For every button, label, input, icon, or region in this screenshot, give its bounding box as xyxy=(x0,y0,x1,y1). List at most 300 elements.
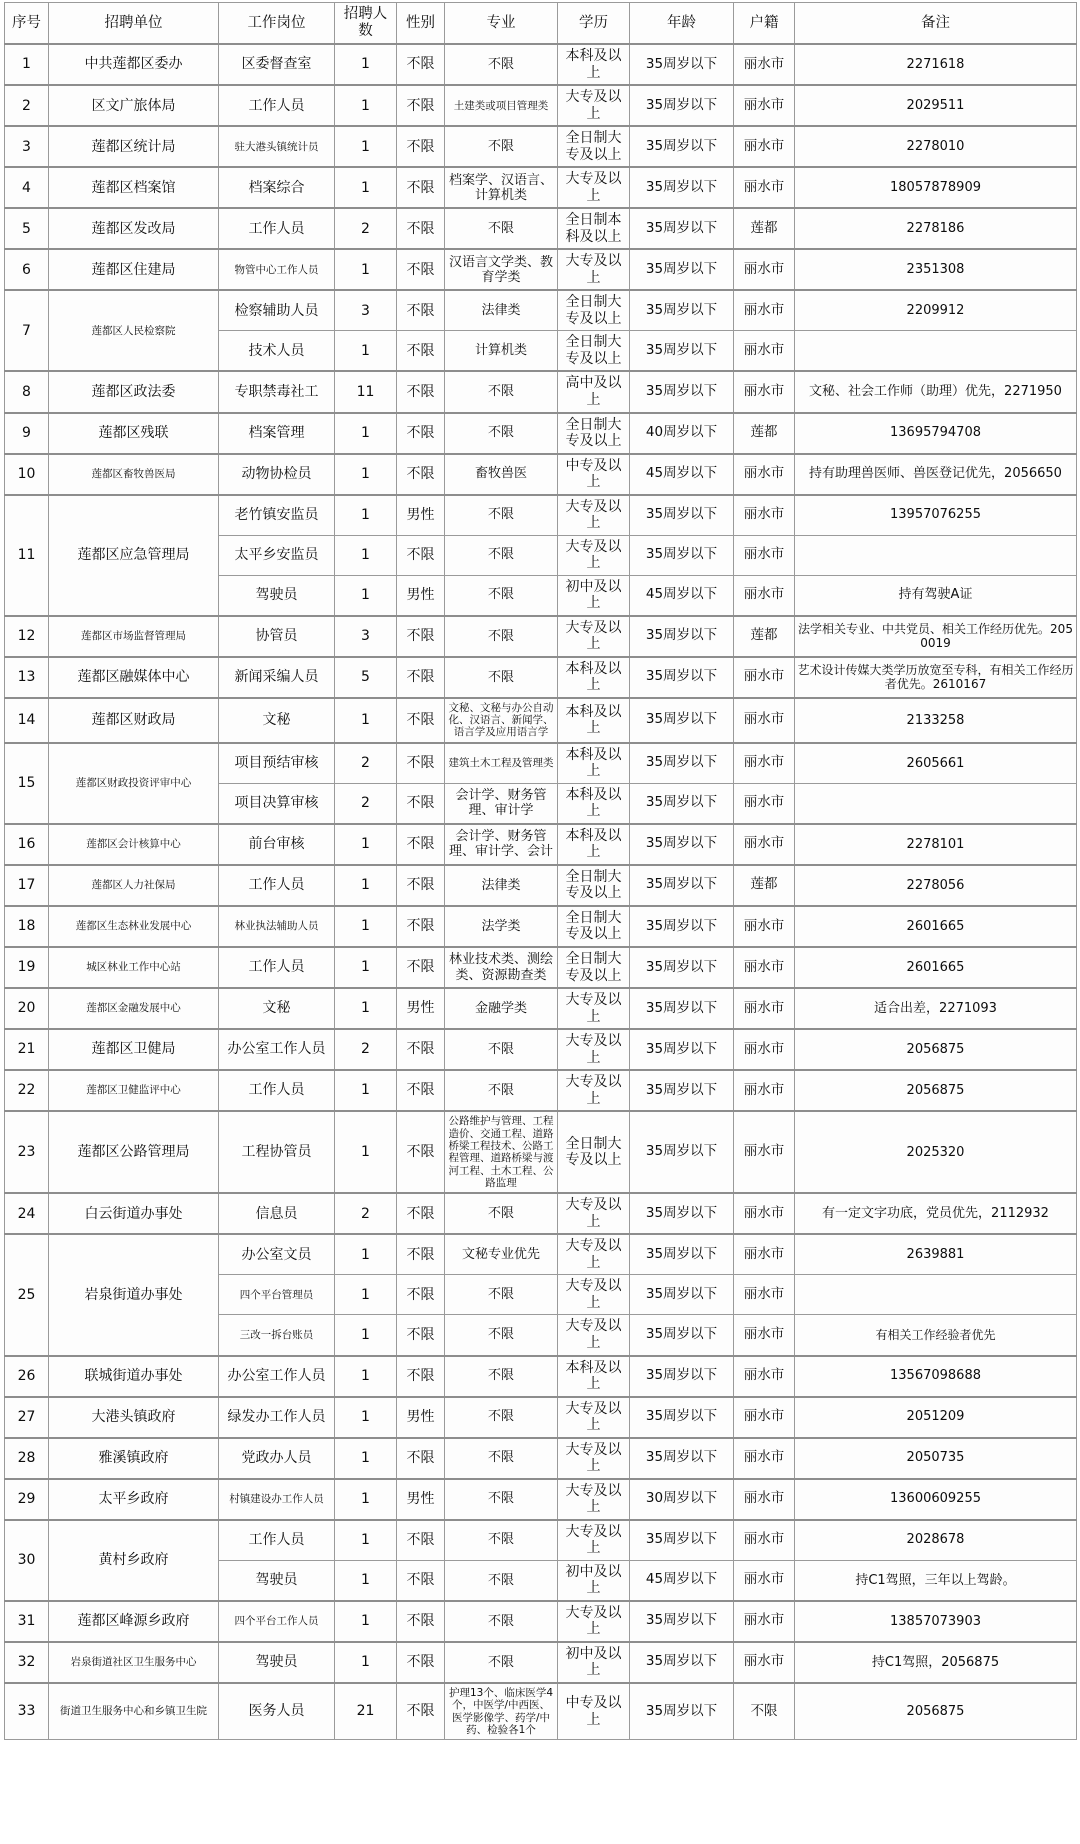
residence-requirement: 莲都 xyxy=(734,208,795,249)
row-seq-number: 22 xyxy=(5,1070,49,1111)
table-header xyxy=(5,3,1077,45)
major-requirement: 建筑土木工程及管理类 xyxy=(445,743,558,784)
row-seq-number: 33 xyxy=(5,1683,49,1740)
recruiting-unit: 莲都区生态林业发展中心 xyxy=(49,906,219,947)
gender-requirement: 不限 xyxy=(397,1560,445,1601)
headcount: 1 xyxy=(335,1520,397,1561)
job-position: 项目决算审核 xyxy=(219,783,335,824)
major-requirement: 不限 xyxy=(445,657,558,698)
residence-requirement: 丽水市 xyxy=(734,1111,795,1193)
headcount: 1 xyxy=(335,126,397,167)
education-requirement: 全日制大专及以上 xyxy=(558,290,630,331)
major-requirement: 不限 xyxy=(445,1315,558,1356)
job-position: 协管员 xyxy=(219,616,335,657)
job-position: 工作人员 xyxy=(219,947,335,988)
age-requirement: 35周岁以下 xyxy=(630,44,734,85)
headcount: 2 xyxy=(335,743,397,784)
recruiting-unit: 莲都区畜牧兽医局 xyxy=(49,454,219,495)
major-requirement: 不限 xyxy=(445,208,558,249)
residence-requirement: 不限 xyxy=(734,1683,795,1740)
table-row xyxy=(5,947,1077,988)
headcount: 1 xyxy=(335,906,397,947)
job-position: 办公室工作人员 xyxy=(219,1029,335,1070)
residence-requirement: 丽水市 xyxy=(734,1560,795,1601)
gender-requirement: 不限 xyxy=(397,44,445,85)
remark: 2056875 xyxy=(795,1029,1077,1070)
row-seq-number: 26 xyxy=(5,1356,49,1397)
age-requirement: 35周岁以下 xyxy=(630,1193,734,1234)
age-requirement: 45周岁以下 xyxy=(630,454,734,495)
gender-requirement: 不限 xyxy=(397,85,445,126)
education-requirement: 中专及以上 xyxy=(558,454,630,495)
residence-requirement: 丽水市 xyxy=(734,1438,795,1479)
job-position: 工作人员 xyxy=(219,1070,335,1111)
education-requirement: 大专及以上 xyxy=(558,1438,630,1479)
gender-requirement: 不限 xyxy=(397,1193,445,1234)
table-body xyxy=(5,44,1077,1740)
column-header-major: 专业 xyxy=(445,3,558,45)
education-requirement: 中专及以上 xyxy=(558,1683,630,1740)
remark xyxy=(795,331,1077,372)
remark: 13695794708 xyxy=(795,413,1077,454)
table-row xyxy=(5,1520,1077,1561)
major-requirement: 不限 xyxy=(445,1275,558,1315)
education-requirement: 初中及以上 xyxy=(558,1560,630,1601)
age-requirement: 35周岁以下 xyxy=(630,1642,734,1683)
age-requirement: 35周岁以下 xyxy=(630,1683,734,1740)
major-requirement: 档案学、汉语言、计算机类 xyxy=(445,167,558,208)
age-requirement: 35周岁以下 xyxy=(630,290,734,331)
major-requirement: 不限 xyxy=(445,1397,558,1438)
row-seq-number: 11 xyxy=(5,495,49,616)
age-requirement: 35周岁以下 xyxy=(630,616,734,657)
remark xyxy=(795,535,1077,575)
remark: 2133258 xyxy=(795,698,1077,743)
job-position: 医务人员 xyxy=(219,1683,335,1740)
residence-requirement: 丽水市 xyxy=(734,1193,795,1234)
row-seq-number: 30 xyxy=(5,1520,49,1601)
education-requirement: 本科及以上 xyxy=(558,657,630,698)
recruiting-unit: 莲都区住建局 xyxy=(49,249,219,290)
job-position: 三改一拆台账员 xyxy=(219,1315,335,1356)
education-requirement: 大专及以上 xyxy=(558,1234,630,1275)
residence-requirement: 丽水市 xyxy=(734,44,795,85)
job-position: 档案综合 xyxy=(219,167,335,208)
education-requirement: 大专及以上 xyxy=(558,85,630,126)
age-requirement: 35周岁以下 xyxy=(630,743,734,784)
major-requirement: 会计学、财务管理、审计学、会计 xyxy=(445,824,558,865)
residence-requirement: 丽水市 xyxy=(734,1601,795,1642)
headcount: 2 xyxy=(335,1029,397,1070)
headcount: 1 xyxy=(335,1111,397,1193)
age-requirement: 35周岁以下 xyxy=(630,1356,734,1397)
row-seq-number: 25 xyxy=(5,1234,49,1355)
table-row xyxy=(5,371,1077,412)
age-requirement: 35周岁以下 xyxy=(630,535,734,575)
column-header-age: 年龄 xyxy=(630,3,734,45)
table-row xyxy=(5,1601,1077,1642)
row-seq-number: 20 xyxy=(5,988,49,1029)
recruiting-unit: 莲都区政法委 xyxy=(49,371,219,412)
row-seq-number: 32 xyxy=(5,1642,49,1683)
residence-requirement: 丽水市 xyxy=(734,1479,795,1520)
headcount: 21 xyxy=(335,1683,397,1740)
job-position: 工作人员 xyxy=(219,865,335,906)
headcount: 1 xyxy=(335,1275,397,1315)
table-row xyxy=(5,413,1077,454)
table-row xyxy=(5,1070,1077,1111)
headcount: 2 xyxy=(335,1193,397,1234)
row-seq-number: 16 xyxy=(5,824,49,865)
table-row xyxy=(5,1356,1077,1397)
row-seq-number: 21 xyxy=(5,1029,49,1070)
column-header-unit: 招聘单位 xyxy=(49,3,219,45)
table-row xyxy=(5,1234,1077,1275)
age-requirement: 35周岁以下 xyxy=(630,906,734,947)
headcount: 1 xyxy=(335,1642,397,1683)
residence-requirement: 丽水市 xyxy=(734,331,795,372)
age-requirement: 35周岁以下 xyxy=(630,208,734,249)
gender-requirement: 不限 xyxy=(397,698,445,743)
major-requirement: 不限 xyxy=(445,1601,558,1642)
major-requirement: 公路维护与管理、工程造价、交通工程、道路桥梁工程技术、公路工程管理、道路桥梁与渡河工程、土木工程、公路监理 xyxy=(445,1111,558,1193)
age-requirement: 35周岁以下 xyxy=(630,249,734,290)
headcount: 1 xyxy=(335,535,397,575)
recruiting-unit: 莲都区会计核算中心 xyxy=(49,824,219,865)
residence-requirement: 丽水市 xyxy=(734,1642,795,1683)
recruiting-unit: 联城街道办事处 xyxy=(49,1356,219,1397)
headcount: 3 xyxy=(335,290,397,331)
column-header-seq: 序号 xyxy=(5,3,49,45)
residence-requirement: 丽水市 xyxy=(734,988,795,1029)
job-position: 检察辅助人员 xyxy=(219,290,335,331)
row-seq-number: 31 xyxy=(5,1601,49,1642)
age-requirement: 30周岁以下 xyxy=(630,1479,734,1520)
major-requirement: 不限 xyxy=(445,616,558,657)
table-row xyxy=(5,988,1077,1029)
gender-requirement: 不限 xyxy=(397,1029,445,1070)
gender-requirement: 不限 xyxy=(397,1111,445,1193)
headcount: 1 xyxy=(335,1397,397,1438)
table-row xyxy=(5,167,1077,208)
gender-requirement: 不限 xyxy=(397,1601,445,1642)
age-requirement: 45周岁以下 xyxy=(630,575,734,616)
remark: 2278010 xyxy=(795,126,1077,167)
major-requirement: 文秘专业优先 xyxy=(445,1234,558,1275)
headcount: 1 xyxy=(335,1479,397,1520)
age-requirement: 35周岁以下 xyxy=(630,1315,734,1356)
recruiting-unit: 城区林业工作中心站 xyxy=(49,947,219,988)
job-position: 专职禁毒社工 xyxy=(219,371,335,412)
headcount: 1 xyxy=(335,698,397,743)
gender-requirement: 不限 xyxy=(397,249,445,290)
job-position: 项目预结审核 xyxy=(219,743,335,784)
recruiting-unit: 莲都区统计局 xyxy=(49,126,219,167)
headcount: 1 xyxy=(335,1234,397,1275)
age-requirement: 35周岁以下 xyxy=(630,1111,734,1193)
headcount: 1 xyxy=(335,1070,397,1111)
education-requirement: 大专及以上 xyxy=(558,1397,630,1438)
job-position: 技术人员 xyxy=(219,331,335,372)
major-requirement: 林业技术类、测绘类、资源勘查类 xyxy=(445,947,558,988)
education-requirement: 大专及以上 xyxy=(558,1520,630,1561)
age-requirement: 35周岁以下 xyxy=(630,1397,734,1438)
job-position: 驾驶员 xyxy=(219,1642,335,1683)
gender-requirement: 不限 xyxy=(397,167,445,208)
gender-requirement: 不限 xyxy=(397,657,445,698)
remark: 有相关工作经验者优先 xyxy=(795,1315,1077,1356)
remark: 持有驾驶A证 xyxy=(795,575,1077,616)
job-position: 物管中心工作人员 xyxy=(219,249,335,290)
gender-requirement: 不限 xyxy=(397,906,445,947)
residence-requirement: 丽水市 xyxy=(734,495,795,536)
gender-requirement: 不限 xyxy=(397,824,445,865)
spreadsheet-page xyxy=(0,2,1080,1844)
major-requirement: 不限 xyxy=(445,1356,558,1397)
age-requirement: 35周岁以下 xyxy=(630,865,734,906)
job-position: 文秘 xyxy=(219,988,335,1029)
gender-requirement: 不限 xyxy=(397,1275,445,1315)
gender-requirement: 不限 xyxy=(397,1315,445,1356)
major-requirement: 不限 xyxy=(445,1560,558,1601)
education-requirement: 本科及以上 xyxy=(558,698,630,743)
remark: 13857073903 xyxy=(795,1601,1077,1642)
gender-requirement: 不限 xyxy=(397,331,445,372)
job-position: 办公室文员 xyxy=(219,1234,335,1275)
recruiting-unit: 莲都区发改局 xyxy=(49,208,219,249)
major-requirement: 法学类 xyxy=(445,906,558,947)
remark: 2278186 xyxy=(795,208,1077,249)
gender-requirement: 男性 xyxy=(397,988,445,1029)
headcount: 1 xyxy=(335,947,397,988)
table-row xyxy=(5,290,1077,331)
remark: 法学相关专业、中共党员、相关工作经历优先。2050019 xyxy=(795,616,1077,657)
recruiting-unit: 黄村乡政府 xyxy=(49,1520,219,1601)
row-seq-number: 8 xyxy=(5,371,49,412)
gender-requirement: 不限 xyxy=(397,1234,445,1275)
table-row xyxy=(5,743,1077,784)
education-requirement: 大专及以上 xyxy=(558,495,630,536)
education-requirement: 大专及以上 xyxy=(558,535,630,575)
headcount: 1 xyxy=(335,1438,397,1479)
headcount: 11 xyxy=(335,371,397,412)
recruiting-unit: 太平乡政府 xyxy=(49,1479,219,1520)
job-position: 档案管理 xyxy=(219,413,335,454)
table-row xyxy=(5,1642,1077,1683)
row-seq-number: 3 xyxy=(5,126,49,167)
remark: 文秘、社会工作师（助理）优先，2271950 xyxy=(795,371,1077,412)
gender-requirement: 不限 xyxy=(397,947,445,988)
column-header-post: 工作岗位 xyxy=(219,3,335,45)
table-row xyxy=(5,865,1077,906)
gender-requirement: 不限 xyxy=(397,1070,445,1111)
table-row xyxy=(5,454,1077,495)
job-position: 工作人员 xyxy=(219,1520,335,1561)
major-requirement: 不限 xyxy=(445,1520,558,1561)
education-requirement: 大专及以上 xyxy=(558,1193,630,1234)
remark: 艺术设计传媒大类学历放宽至专科，有相关工作经历者优先。2610167 xyxy=(795,657,1077,698)
recruiting-unit: 岩泉街道社区卫生服务中心 xyxy=(49,1642,219,1683)
recruiting-unit: 中共莲都区委办 xyxy=(49,44,219,85)
age-requirement: 35周岁以下 xyxy=(630,371,734,412)
education-requirement: 本科及以上 xyxy=(558,1356,630,1397)
education-requirement: 全日制大专及以上 xyxy=(558,413,630,454)
residence-requirement: 丽水市 xyxy=(734,947,795,988)
residence-requirement: 丽水市 xyxy=(734,698,795,743)
table-row xyxy=(5,657,1077,698)
row-seq-number: 17 xyxy=(5,865,49,906)
gender-requirement: 不限 xyxy=(397,783,445,824)
major-requirement: 不限 xyxy=(445,495,558,536)
education-requirement: 大专及以上 xyxy=(558,1029,630,1070)
recruiting-unit: 莲都区档案馆 xyxy=(49,167,219,208)
education-requirement: 本科及以上 xyxy=(558,783,630,824)
residence-requirement: 丽水市 xyxy=(734,1520,795,1561)
education-requirement: 全日制大专及以上 xyxy=(558,906,630,947)
table-row xyxy=(5,906,1077,947)
headcount: 1 xyxy=(335,824,397,865)
job-position: 驾驶员 xyxy=(219,575,335,616)
residence-requirement: 丽水市 xyxy=(734,657,795,698)
age-requirement: 35周岁以下 xyxy=(630,1234,734,1275)
remark: 持有助理兽医师、兽医登记优先，2056650 xyxy=(795,454,1077,495)
gender-requirement: 男性 xyxy=(397,1397,445,1438)
gender-requirement: 不限 xyxy=(397,1520,445,1561)
recruiting-unit: 莲都区应急管理局 xyxy=(49,495,219,616)
headcount: 5 xyxy=(335,657,397,698)
remark: 2605661 xyxy=(795,743,1077,784)
major-requirement: 不限 xyxy=(445,1642,558,1683)
remark: 2278101 xyxy=(795,824,1077,865)
row-seq-number: 27 xyxy=(5,1397,49,1438)
residence-requirement: 丽水市 xyxy=(734,1315,795,1356)
education-requirement: 大专及以上 xyxy=(558,1275,630,1315)
job-position: 新闻采编人员 xyxy=(219,657,335,698)
education-requirement: 本科及以上 xyxy=(558,44,630,85)
job-position: 党政办人员 xyxy=(219,1438,335,1479)
recruiting-unit: 街道卫生服务中心和乡镇卫生院 xyxy=(49,1683,219,1740)
job-position: 动物协检员 xyxy=(219,454,335,495)
row-seq-number: 2 xyxy=(5,85,49,126)
table-row xyxy=(5,208,1077,249)
header-row xyxy=(5,3,1077,45)
education-requirement: 全日制大专及以上 xyxy=(558,947,630,988)
age-requirement: 35周岁以下 xyxy=(630,947,734,988)
major-requirement: 计算机类 xyxy=(445,331,558,372)
major-requirement: 不限 xyxy=(445,44,558,85)
remark: 2601665 xyxy=(795,947,1077,988)
row-seq-number: 14 xyxy=(5,698,49,743)
recruiting-unit: 莲都区公路管理局 xyxy=(49,1111,219,1193)
remark: 2351308 xyxy=(795,249,1077,290)
residence-requirement: 丽水市 xyxy=(734,85,795,126)
row-seq-number: 28 xyxy=(5,1438,49,1479)
recruiting-unit: 雅溪镇政府 xyxy=(49,1438,219,1479)
remark: 2029511 xyxy=(795,85,1077,126)
age-requirement: 35周岁以下 xyxy=(630,331,734,372)
education-requirement: 大专及以上 xyxy=(558,988,630,1029)
remark: 2209912 xyxy=(795,290,1077,331)
residence-requirement: 丽水市 xyxy=(734,249,795,290)
major-requirement: 法律类 xyxy=(445,865,558,906)
major-requirement: 护理13个、临床医学4个，中医学/中西医、医学影像学、药学/中药、检验各1个 xyxy=(445,1683,558,1740)
gender-requirement: 男性 xyxy=(397,575,445,616)
residence-requirement: 丽水市 xyxy=(734,783,795,824)
table-row xyxy=(5,495,1077,536)
education-requirement: 大专及以上 xyxy=(558,249,630,290)
education-requirement: 初中及以上 xyxy=(558,1642,630,1683)
recruiting-unit: 区文广旅体局 xyxy=(49,85,219,126)
age-requirement: 35周岁以下 xyxy=(630,85,734,126)
job-position: 驻大港头镇统计员 xyxy=(219,126,335,167)
row-seq-number: 4 xyxy=(5,167,49,208)
table-row xyxy=(5,824,1077,865)
job-position: 林业执法辅助人员 xyxy=(219,906,335,947)
row-seq-number: 29 xyxy=(5,1479,49,1520)
job-position: 四个平台工作人员 xyxy=(219,1601,335,1642)
education-requirement: 全日制大专及以上 xyxy=(558,1111,630,1193)
headcount: 1 xyxy=(335,495,397,536)
education-requirement: 高中及以上 xyxy=(558,371,630,412)
job-position: 村镇建设办工作人员 xyxy=(219,1479,335,1520)
headcount: 1 xyxy=(335,167,397,208)
row-seq-number: 6 xyxy=(5,249,49,290)
headcount: 1 xyxy=(335,1315,397,1356)
row-seq-number: 5 xyxy=(5,208,49,249)
column-header-remark: 备注 xyxy=(795,3,1077,45)
headcount: 2 xyxy=(335,783,397,824)
job-position: 老竹镇安监员 xyxy=(219,495,335,536)
education-requirement: 大专及以上 xyxy=(558,616,630,657)
table-row xyxy=(5,44,1077,85)
job-position: 驾驶员 xyxy=(219,1560,335,1601)
gender-requirement: 不限 xyxy=(397,865,445,906)
table-row xyxy=(5,1683,1077,1740)
residence-requirement: 丽水市 xyxy=(734,1356,795,1397)
major-requirement: 不限 xyxy=(445,1438,558,1479)
age-requirement: 45周岁以下 xyxy=(630,1560,734,1601)
gender-requirement: 不限 xyxy=(397,126,445,167)
table-row xyxy=(5,126,1077,167)
education-requirement: 大专及以上 xyxy=(558,1315,630,1356)
row-seq-number: 18 xyxy=(5,906,49,947)
residence-requirement: 丽水市 xyxy=(734,1234,795,1275)
remark: 持C1驾照，三年以上驾龄。 xyxy=(795,1560,1077,1601)
job-position: 太平乡安监员 xyxy=(219,535,335,575)
major-requirement: 不限 xyxy=(445,575,558,616)
headcount: 1 xyxy=(335,249,397,290)
age-requirement: 40周岁以下 xyxy=(630,413,734,454)
job-position: 文秘 xyxy=(219,698,335,743)
major-requirement: 不限 xyxy=(445,1193,558,1234)
remark: 2639881 xyxy=(795,1234,1077,1275)
age-requirement: 35周岁以下 xyxy=(630,988,734,1029)
age-requirement: 35周岁以下 xyxy=(630,698,734,743)
gender-requirement: 不限 xyxy=(397,535,445,575)
education-requirement: 初中及以上 xyxy=(558,575,630,616)
row-seq-number: 24 xyxy=(5,1193,49,1234)
remark xyxy=(795,783,1077,824)
major-requirement: 不限 xyxy=(445,371,558,412)
age-requirement: 35周岁以下 xyxy=(630,1029,734,1070)
gender-requirement: 男性 xyxy=(397,495,445,536)
recruiting-unit: 莲都区融媒体中心 xyxy=(49,657,219,698)
recruiting-unit: 大港头镇政府 xyxy=(49,1397,219,1438)
recruiting-unit: 岩泉街道办事处 xyxy=(49,1234,219,1355)
remark: 2271618 xyxy=(795,44,1077,85)
job-position: 区委督查室 xyxy=(219,44,335,85)
residence-requirement: 丽水市 xyxy=(734,575,795,616)
